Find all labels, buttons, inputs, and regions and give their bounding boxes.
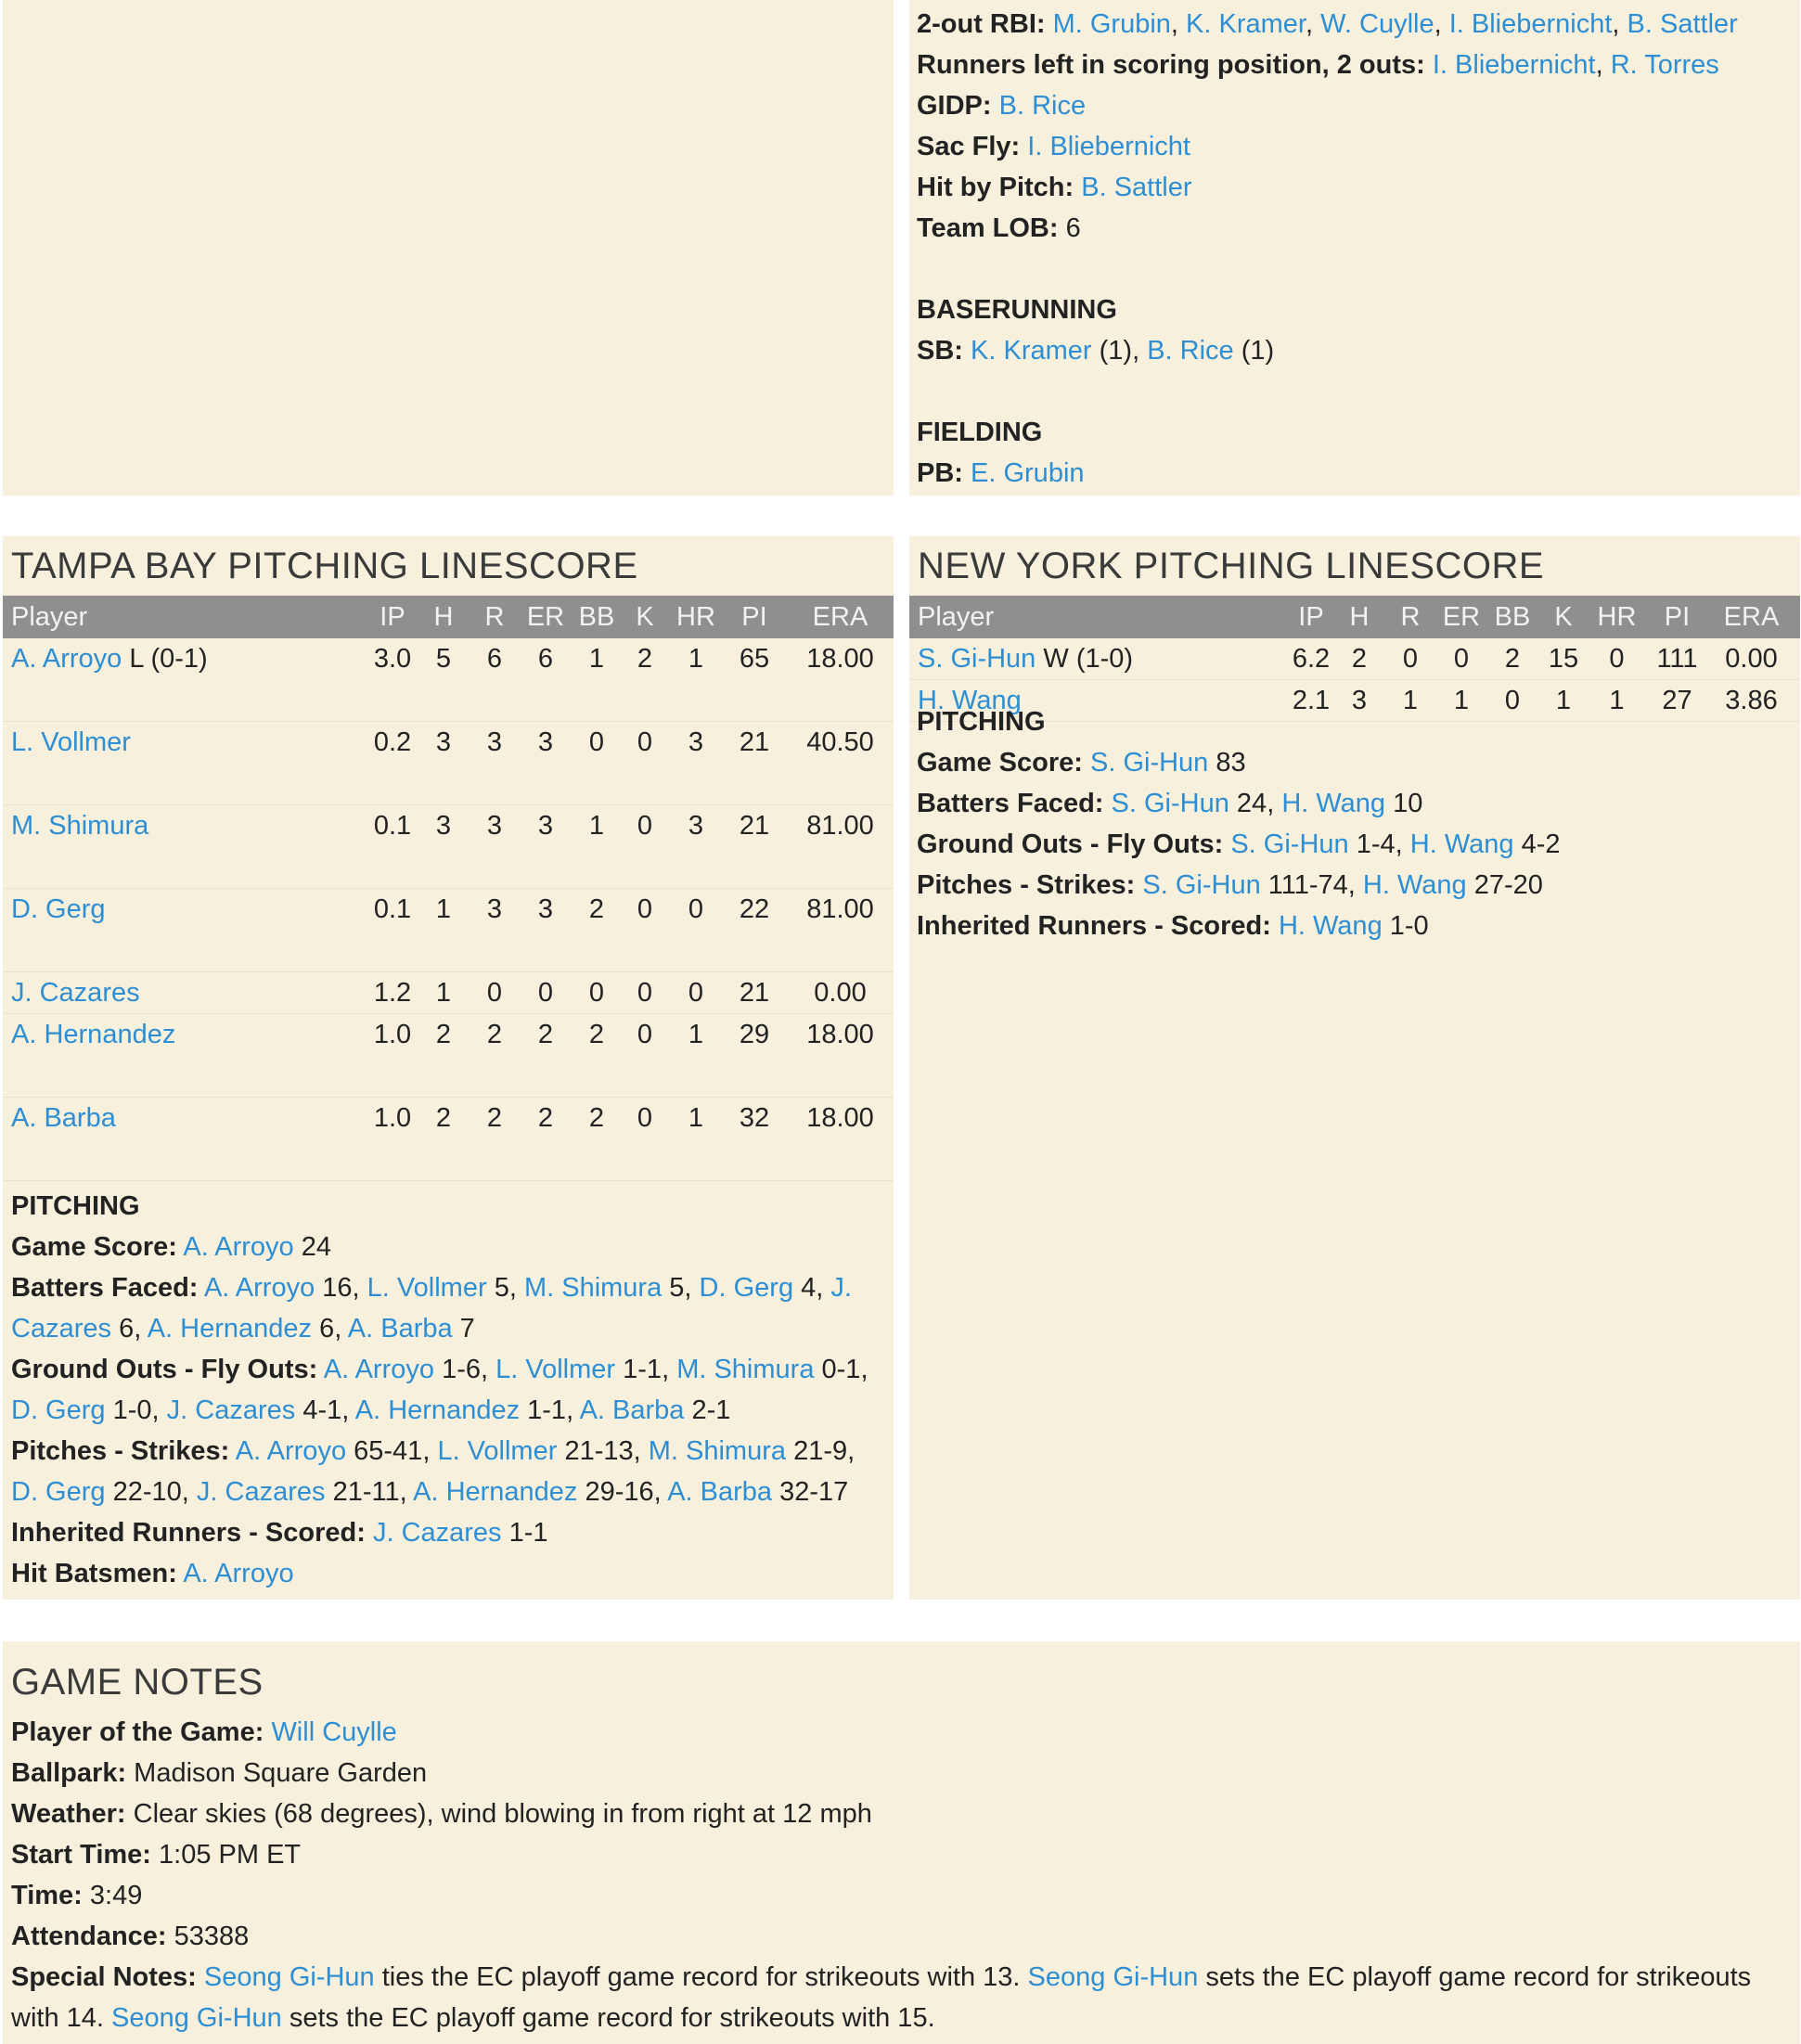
stat-value: 2-1	[691, 1395, 731, 1425]
ip-cell: 3.0	[373, 644, 412, 674]
game-notes-panel	[3, 1641, 1800, 2044]
ip-cell: 1.2	[373, 978, 412, 1008]
h-cell: 2	[435, 1020, 452, 1049]
player-link[interactable]: Will Cuylle	[271, 1717, 397, 1747]
h-cell: 5	[435, 644, 452, 674]
pitcher-link[interactable]: A. Hernandez	[11, 1020, 176, 1049]
col-h: H	[1349, 602, 1370, 632]
stat-value: 1-6	[442, 1355, 481, 1384]
col-bb: BB	[578, 602, 615, 632]
inherited-runners-label: Inherited Runners - Scored:	[11, 1518, 366, 1548]
col-r: R	[1400, 602, 1421, 632]
game-time-line	[11, 1875, 1792, 1916]
special-note-text: sets the EC playoff game record for strikeouts with 15.	[281, 2003, 935, 2033]
player-link[interactable]: S. Gi-Hun	[1142, 870, 1261, 900]
h-cell: 3	[1351, 686, 1368, 715]
player-link[interactable]: J. Cazares	[11, 1273, 852, 1343]
era-cell: 81.00	[806, 811, 874, 841]
table-row	[3, 889, 894, 972]
h-cell: 1	[435, 978, 452, 1008]
tampa-bay-pitching-title: TAMPA BAY PITCHING LINESCORE	[11, 546, 638, 586]
h-cell: 2	[1351, 644, 1368, 674]
er-cell: 0	[1453, 644, 1470, 674]
h-cell: 3	[435, 811, 452, 841]
k-cell: 0	[637, 811, 653, 841]
player-link[interactable]: I. Bliebernicht	[1448, 9, 1613, 39]
stat-value: 22-10	[112, 1477, 182, 1507]
player-link[interactable]: A. Arroyo	[323, 1355, 435, 1384]
pitcher-cell	[11, 722, 131, 763]
k-cell: 2	[637, 644, 653, 674]
pitcher-link[interactable]: A. Barba	[11, 1103, 116, 1133]
hr-cell: 3	[688, 727, 704, 757]
player-link[interactable]: W. Cuylle	[1320, 9, 1434, 39]
col-ip: IP	[1298, 602, 1324, 632]
game-notes-title: GAME NOTES	[11, 1662, 264, 1703]
era-cell: 81.00	[806, 894, 874, 924]
hit-batsmen-label: Hit Batsmen:	[11, 1559, 177, 1588]
stat-value: 1-0	[1389, 911, 1429, 941]
stat-value: 111-74	[1267, 870, 1348, 900]
player-link[interactable]: I. Bliebernicht	[1432, 50, 1596, 80]
player-link[interactable]: B. Rice	[1147, 336, 1234, 366]
stat-value: 6	[319, 1314, 335, 1343]
hr-cell: 0	[688, 978, 704, 1008]
col-bb: BB	[1494, 602, 1531, 632]
special-notes-label: Special Notes:	[11, 1962, 197, 1992]
pitcher-link[interactable]: D. Gerg	[11, 894, 106, 924]
pitcher-cell	[11, 1014, 175, 1055]
stat-value: 10	[1393, 789, 1423, 818]
attendance-label: Attendance:	[11, 1922, 167, 1951]
pb-label: PB:	[917, 458, 963, 488]
pi-cell: 32	[739, 1103, 770, 1133]
start-time-value: 1:05 PM ET	[159, 1840, 302, 1870]
hr-cell: 1	[688, 644, 704, 674]
ballpark-line	[11, 1753, 1792, 1793]
risp-line: Runners left in scoring position, 2 outs: I. Bliebernicht, R. Torres	[917, 50, 1719, 80]
r-cell: 1	[1402, 686, 1419, 715]
stolen-bases-line: SB: K. Kramer (1), B. Rice (1)	[917, 336, 1275, 366]
new-york-pitching-notes	[917, 701, 1789, 946]
pi-cell: 21	[739, 811, 770, 841]
ballpark-value: Madison Square Garden	[134, 1758, 428, 1788]
player-link[interactable]: A. Barba	[579, 1395, 685, 1425]
k-cell: 0	[637, 978, 653, 1008]
sac-fly-label: Sac Fly:	[917, 132, 1021, 161]
er-cell: 3	[537, 811, 554, 841]
batters-faced-line: Batters Faced: A. Arroyo 16, L. Vollmer 5, M. Shimura 5, D. Gerg 4, J. Cazares 6, A. Hernandez 6, A. Barba 7	[11, 1273, 852, 1343]
player-link[interactable]: M. Shimura	[523, 1273, 663, 1303]
pitcher-link[interactable]: L. Vollmer	[11, 727, 131, 757]
bb-cell: 2	[588, 1103, 605, 1133]
attendance-line	[11, 1916, 1792, 1957]
game-time-value: 3:49	[89, 1881, 143, 1910]
team-lob-value: 6	[1065, 213, 1081, 243]
stat-value: 24	[1236, 789, 1267, 818]
player-link[interactable]: Seong Gi-Hun	[111, 2003, 282, 2033]
pitching-heading: PITCHING	[917, 707, 1046, 737]
k-cell: 0	[637, 1020, 653, 1049]
game-score-line	[917, 742, 1789, 783]
col-hr: HR	[676, 602, 715, 632]
col-ip: IP	[379, 602, 405, 632]
stat-value: 21-11	[332, 1477, 400, 1507]
player-link[interactable]: A. Barba	[667, 1477, 773, 1507]
er-cell: 2	[537, 1020, 554, 1049]
team-lob-line	[917, 208, 1793, 249]
col-era: ERA	[812, 602, 868, 632]
decision: W (1-0)	[1043, 644, 1134, 674]
col-k: K	[1554, 602, 1573, 632]
hr-cell: 3	[688, 811, 704, 841]
player-link[interactable]: A. Barba	[347, 1314, 453, 1343]
bb-cell: 0	[588, 727, 605, 757]
weather-line	[11, 1793, 1792, 1834]
k-cell: 1	[1555, 686, 1572, 715]
era-cell: 18.00	[806, 1103, 874, 1133]
passed-ball-line	[917, 453, 1793, 494]
player-link[interactable]: L. Vollmer	[437, 1436, 558, 1466]
player-link[interactable]: I. Bliebernicht	[1027, 132, 1190, 161]
pitcher-link[interactable]: H. Wang	[918, 686, 1022, 715]
table-row	[3, 722, 894, 805]
stat-value: 21-13	[564, 1436, 634, 1466]
pitches-strikes-label: Pitches - Strikes:	[11, 1436, 230, 1466]
pitcher-link[interactable]: A. Arroyo	[11, 644, 122, 674]
sac-fly-line	[917, 126, 1793, 167]
hr-cell: 1	[688, 1020, 704, 1049]
sb-count: (1)	[1241, 336, 1275, 366]
k-cell: 15	[1548, 644, 1579, 674]
pi-cell: 21	[739, 978, 770, 1008]
gidp-line	[917, 85, 1793, 126]
table-row	[3, 972, 894, 1014]
player-link[interactable]: J. Cazares	[372, 1518, 502, 1548]
batters-faced-label: Batters Faced:	[11, 1273, 199, 1303]
ground-fly-outs-line: Ground Outs - Fly Outs: A. Arroyo 1-6, L. Vollmer 1-1, M. Shimura 0-1, D. Gerg 1-0, J. Cazares 4-1, A. Hernandez 1-1, A. Barba 2-1	[11, 1355, 868, 1425]
hr-cell: 1	[688, 1103, 704, 1133]
game-score-label: Game Score:	[917, 748, 1083, 778]
era-cell: 18.00	[806, 1020, 874, 1049]
r-cell: 3	[486, 811, 503, 841]
table-row	[909, 638, 1800, 680]
stat-value: 65-41	[354, 1436, 423, 1466]
bb-cell: 1	[588, 644, 605, 674]
er-cell: 2	[537, 1103, 554, 1133]
new-york-pitching-panel	[909, 536, 1800, 1600]
er-cell: 3	[537, 727, 554, 757]
hit-batsmen-line	[11, 1553, 883, 1594]
h-cell: 2	[435, 1103, 452, 1133]
pi-cell: 65	[739, 644, 770, 674]
player-link[interactable]: K. Kramer	[971, 336, 1092, 366]
player-link[interactable]: K. Kramer	[1186, 9, 1306, 39]
player-link[interactable]: B. Sattler	[1081, 173, 1192, 202]
player-link[interactable]: A. Hernandez	[413, 1477, 578, 1507]
col-hr: HR	[1597, 602, 1637, 632]
pi-cell: 22	[739, 894, 770, 924]
col-k: K	[636, 602, 654, 632]
stat-value: 1-0	[112, 1395, 152, 1425]
player-of-game-label: Player of the Game:	[11, 1717, 264, 1747]
er-cell: 1	[1453, 686, 1470, 715]
pitches-strikes-label: Pitches - Strikes:	[917, 870, 1136, 900]
two-out-rbi-line: 2-out RBI: M. Grubin, K. Kramer, W. Cuylle, I. Bliebernicht, B. Sattler	[917, 9, 1738, 39]
col-player: Player	[918, 602, 995, 632]
player-link[interactable]: S. Gi-Hun	[1111, 789, 1229, 818]
sb-count: (1)	[1099, 336, 1133, 366]
pitcher-cell	[918, 638, 1133, 679]
pitcher-link[interactable]: S. Gi-Hun	[918, 644, 1036, 674]
pi-cell: 111	[1656, 644, 1698, 674]
table-row	[3, 1014, 894, 1098]
ip-cell: 6.2	[1292, 644, 1331, 674]
stat-value: 29-16	[585, 1477, 654, 1507]
er-cell: 3	[537, 894, 554, 924]
player-link[interactable]: D. Gerg	[11, 1395, 106, 1425]
player-link[interactable]: S. Gi-Hun	[1089, 748, 1209, 778]
ip-cell: 0.2	[373, 727, 412, 757]
stat-value: 4-2	[1521, 829, 1561, 859]
col-er: ER	[1442, 602, 1481, 632]
pi-cell: 29	[739, 1020, 770, 1049]
stat-value: 1-1	[623, 1355, 663, 1384]
hbp-line	[917, 167, 1793, 208]
stat-value: 4-1	[302, 1395, 342, 1425]
tampa-bay-pitching-panel	[3, 536, 894, 1600]
ip-cell: 2.1	[1292, 686, 1331, 715]
stat-value: 5	[494, 1273, 509, 1303]
era-cell: 40.50	[806, 727, 874, 757]
ballpark-label: Ballpark:	[11, 1758, 127, 1788]
player-link[interactable]: Seong Gi-Hun	[1027, 1962, 1199, 1992]
player-link[interactable]: A. Arroyo	[235, 1436, 347, 1466]
player-link[interactable]: J. Cazares	[196, 1477, 326, 1507]
hbp-label: Hit by Pitch:	[917, 173, 1074, 202]
stat-value: 27-20	[1473, 870, 1543, 900]
player-link[interactable]: R. Torres	[1610, 50, 1719, 80]
era-cell: 0.00	[814, 978, 867, 1008]
player-link[interactable]: H. Wang	[1281, 789, 1386, 818]
two-out-rbi-label: 2-out RBI:	[917, 9, 1046, 39]
player-link[interactable]: Seong Gi-Hun	[203, 1962, 375, 1992]
pitcher-cell	[11, 638, 208, 679]
ground-fly-outs-line: Ground Outs - Fly Outs: S. Gi-Hun 1-4, H. Wang 4-2	[917, 829, 1561, 859]
player-link[interactable]: A. Hernandez	[147, 1314, 313, 1343]
pitcher-cell	[11, 972, 140, 1013]
player-link[interactable]: M. Shimura	[648, 1436, 787, 1466]
player-link[interactable]: M. Grubin	[1052, 9, 1171, 39]
pitcher-cell	[11, 805, 148, 846]
pitching-heading: PITCHING	[11, 1191, 140, 1221]
batters-faced-label: Batters Faced:	[917, 789, 1104, 818]
stat-value: 6	[119, 1314, 135, 1343]
bb-cell: 2	[1504, 644, 1521, 674]
col-pi: PI	[1664, 602, 1691, 632]
special-note-text: ties the EC playoff game record for strikeouts with 13.	[374, 1962, 1028, 1992]
blank-panel	[3, 0, 894, 495]
col-player: Player	[11, 602, 88, 632]
ground-fly-outs-label: Ground Outs - Fly Outs:	[11, 1355, 318, 1384]
hr-cell: 1	[1609, 686, 1625, 715]
k-cell: 0	[637, 894, 653, 924]
team-lob-label: Team LOB:	[917, 213, 1059, 243]
r-cell: 3	[486, 727, 503, 757]
stat-value: 7	[459, 1314, 475, 1343]
k-cell: 0	[637, 1103, 653, 1133]
r-cell: 6	[486, 644, 503, 674]
hr-cell: 0	[1609, 644, 1625, 674]
table-row	[3, 638, 894, 722]
tampa-bay-table-header	[3, 596, 894, 638]
r-cell: 0	[486, 978, 503, 1008]
k-cell: 0	[637, 727, 653, 757]
player-link[interactable]: L. Vollmer	[495, 1355, 616, 1384]
stat-value: 21-9	[793, 1436, 848, 1466]
er-cell: 6	[537, 644, 554, 674]
tampa-bay-pitching-notes	[11, 1186, 883, 1594]
bb-cell: 0	[1504, 686, 1521, 715]
ip-cell: 0.1	[373, 811, 412, 841]
h-cell: 3	[435, 727, 452, 757]
player-link[interactable]: B. Sattler	[1627, 9, 1738, 39]
decision: L (0-1)	[129, 644, 208, 674]
stat-value: 32-17	[779, 1477, 849, 1507]
attendance-value: 53388	[174, 1922, 250, 1951]
game-score-line	[11, 1227, 883, 1267]
player-link[interactable]: H. Wang	[1409, 829, 1514, 859]
pi-cell: 21	[739, 727, 770, 757]
player-link[interactable]: B. Rice	[998, 91, 1087, 121]
r-cell: 2	[486, 1103, 503, 1133]
bb-cell: 2	[588, 894, 605, 924]
ground-fly-outs-label: Ground Outs - Fly Outs:	[917, 829, 1224, 859]
pitcher-cell	[11, 1098, 116, 1138]
player-link[interactable]: S. Gi-Hun	[1230, 829, 1349, 859]
table-row	[3, 805, 894, 889]
player-link[interactable]: A. Arroyo	[183, 1232, 294, 1262]
stat-value: 0-1	[821, 1355, 861, 1384]
stat-value: 16	[322, 1273, 353, 1303]
table-row	[3, 1098, 894, 1181]
player-of-game-line	[11, 1712, 1792, 1753]
player-link[interactable]: A. Hernandez	[354, 1395, 521, 1425]
start-time-line	[11, 1834, 1792, 1875]
r-cell: 2	[486, 1020, 503, 1049]
pitcher-link[interactable]: J. Cazares	[11, 978, 140, 1008]
stat-value: 4	[801, 1273, 817, 1303]
bb-cell: 1	[588, 811, 605, 841]
h-cell: 1	[435, 894, 452, 924]
player-link[interactable]: H. Wang	[1362, 870, 1467, 900]
batting-details-panel	[909, 0, 1800, 495]
pitches-strikes-line: Pitches - Strikes: A. Arroyo 65-41, L. Vollmer 21-13, M. Shimura 21-9, D. Gerg 22-10, J. Cazares 21-11, A. Hernandez 29-16, A. Barba 32-17	[11, 1436, 855, 1507]
era-cell: 3.86	[1725, 686, 1778, 715]
ip-cell: 1.0	[373, 1103, 412, 1133]
ip-cell: 0.1	[373, 894, 412, 924]
ip-cell: 1.0	[373, 1020, 412, 1049]
era-cell: 18.00	[806, 644, 874, 674]
sb-label: SB:	[917, 336, 963, 366]
pitcher-link[interactable]: M. Shimura	[11, 811, 149, 841]
special-note-text: sets the EC playoff game record for strikeouts with 14.	[11, 1962, 1752, 2033]
r-cell: 3	[486, 894, 503, 924]
bb-cell: 2	[588, 1020, 605, 1049]
r-cell: 0	[1402, 644, 1419, 674]
game-time-label: Time:	[11, 1881, 83, 1910]
player-link[interactable]: D. Gerg	[699, 1273, 794, 1303]
er-cell: 0	[537, 978, 554, 1008]
stat-value: 1-4	[1356, 829, 1396, 859]
era-cell: 0.00	[1725, 644, 1778, 674]
stat-value: 5	[669, 1273, 685, 1303]
inherited-runners-label: Inherited Runners - Scored:	[917, 911, 1271, 941]
game-score-value: 83	[1216, 748, 1246, 778]
special-notes-line	[11, 1957, 1792, 2038]
col-h: H	[433, 602, 454, 632]
pitcher-cell	[11, 889, 106, 930]
stat-value: 1-1	[527, 1395, 567, 1425]
fielding-heading: FIELDING	[917, 418, 1043, 447]
col-pi: PI	[741, 602, 767, 632]
player-link[interactable]: E. Grubin	[971, 458, 1085, 488]
start-time-label: Start Time:	[11, 1840, 151, 1870]
batters-faced-line: Batters Faced: S. Gi-Hun 24, H. Wang 10	[917, 789, 1423, 818]
player-link[interactable]: J. Cazares	[166, 1395, 296, 1425]
baserunning-heading: BASERUNNING	[917, 295, 1117, 325]
hr-cell: 0	[688, 894, 704, 924]
col-r: R	[484, 602, 505, 632]
inherited-runners-line	[11, 1512, 883, 1553]
col-era: ERA	[1723, 602, 1780, 632]
gidp-label: GIDP:	[917, 91, 992, 121]
bb-cell: 0	[588, 978, 605, 1008]
player-link[interactable]: D. Gerg	[11, 1477, 106, 1507]
pi-cell: 27	[1662, 686, 1692, 715]
new-york-pitching-title: NEW YORK PITCHING LINESCORE	[918, 546, 1545, 586]
weather-label: Weather:	[11, 1799, 126, 1829]
weather-value: Clear skies (68 degrees), wind blowing in from right at 12 mph	[133, 1799, 872, 1829]
risp-label: Runners left in scoring position, 2 outs:	[917, 50, 1425, 80]
game-score-value: 24	[301, 1232, 331, 1262]
player-link[interactable]: A. Arroyo	[183, 1559, 294, 1588]
player-link[interactable]: M. Shimura	[676, 1355, 815, 1384]
game-score-label: Game Score:	[11, 1232, 177, 1262]
player-link[interactable]: H. Wang	[1278, 911, 1383, 941]
inherited-runners-line	[917, 906, 1789, 946]
col-er: ER	[526, 602, 565, 632]
stat-value: 1-1	[508, 1518, 548, 1548]
pitches-strikes-line: Pitches - Strikes: S. Gi-Hun 111-74, H. Wang 27-20	[917, 870, 1543, 900]
player-link[interactable]: A. Arroyo	[203, 1273, 315, 1303]
player-link[interactable]: L. Vollmer	[367, 1273, 487, 1303]
new-york-table-header	[909, 596, 1800, 638]
